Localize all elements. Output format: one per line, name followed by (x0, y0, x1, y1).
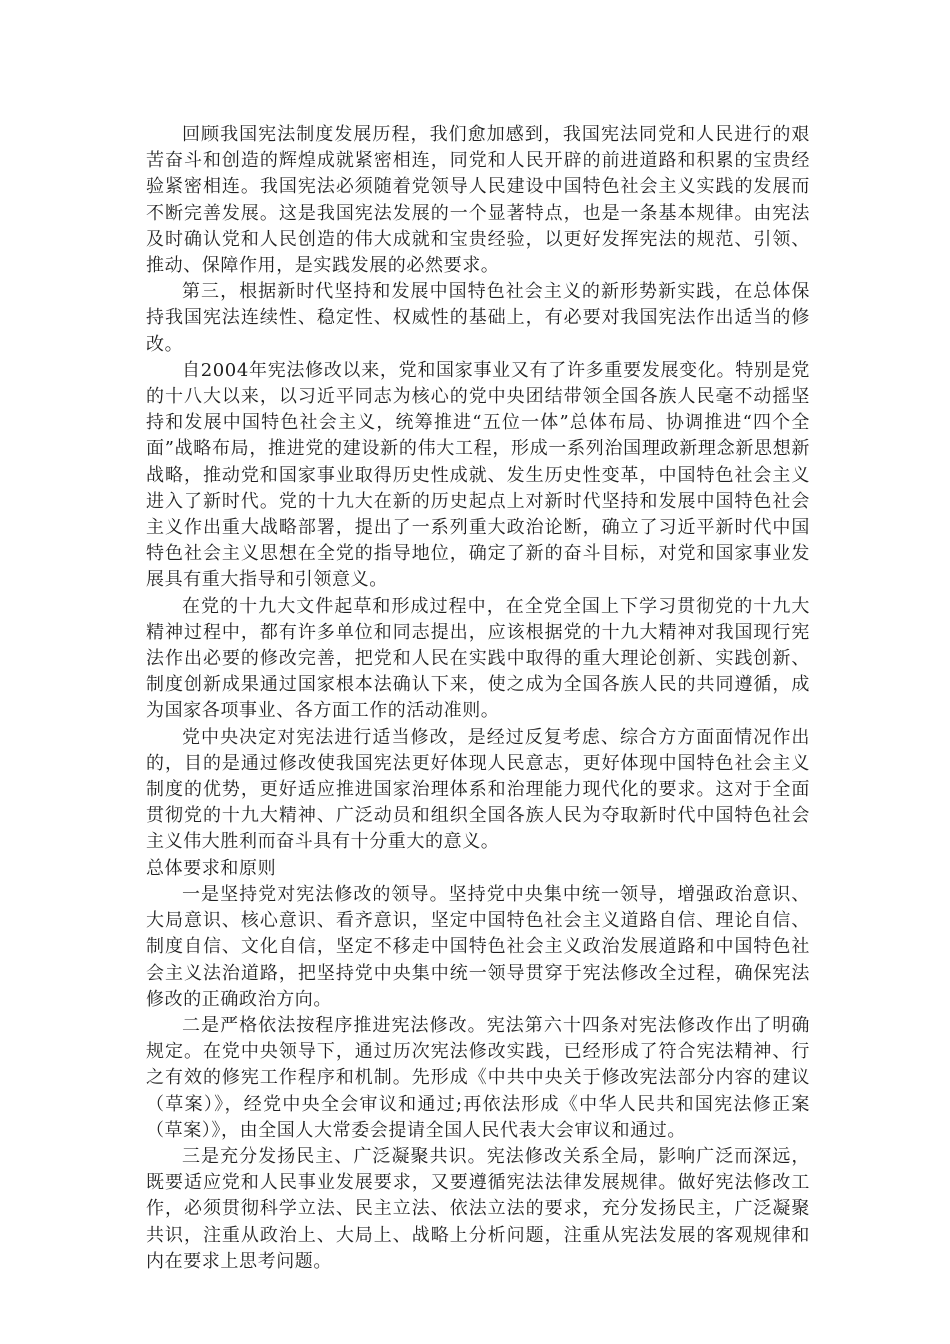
paragraph-drafting-process: 在党的十九大文件起草和形成过程中，在全党全国上下学习贯彻党的十九大精神过程中，都有许多单位和同志提出，应该根据党的十九大精神对我国现行宪法作出必要的修改完善，把党和人民在实践中取得的重大理论创新、实践创新、制度创新成果通过国家根本法确认下来，使之成为全国各族人民的共同遵循，成为国家各项事业、各方面工作的活动准则。 (146, 595, 810, 722)
paragraph-third-point: 第三，根据新时代坚持和发展中国特色社会主义的新形势新实践，在总体保持我国宪法连续性、稳定性、权威性的基础上，有必要对我国宪法作出适当的修改。 (146, 281, 810, 355)
principle-three: 三是充分发扬民主、广泛凝聚共识。宪法修改关系全局，影响广泛而深远，既要适应党和人民事业发展要求，又要遵循宪法法律发展规律。做好宪法修改工作，必须贯彻科学立法、民主立法、依法立法的要求，充分发扬民主，广泛凝聚共识，注重从政治上、大局上、战略上分析问题，注重从宪法发展的客观规律和内在要求上思考问题。 (146, 1145, 810, 1272)
section-heading: 总体要求和原则 (146, 857, 277, 879)
principle-one: 一是坚持党对宪法修改的领导。坚持党中央集中统一领导，增强政治意识、大局意识、核心意识、看齐意识，坚定中国特色社会主义道路自信、理论自信、制度自信、文化自信，坚定不移走中国特色社会主义政治发展道路和中国特色社会主义法治道路，把坚持党中央集中统一领导贯穿于宪法修改全过程，确保宪法修改的正确政治方向。 (146, 883, 810, 1010)
principle-two: 二是严格依法按程序推进宪法修改。宪法第六十四条对宪法修改作出了明确规定。在党中央领导下，通过历次宪法修改实践，已经形成了符合宪法精神、行之有效的修宪工作程序和机制。先形成《中共中央关于修改宪法部分内容的建议（草案）》，经党中央全会审议和通过;再依法形成《中华人民共和国宪法修正案（草案）》，由全国人大常委会提请全国人民代表大会审议和通过。 (146, 1014, 810, 1141)
paragraph-central-decision: 党中央决定对宪法进行适当修改，是经过反复考虑、综合方方面面情况作出的，目的是通过修改使我国宪法更好体现人民意志，更好体现中国特色社会主义制度的优势，更好适应推进国家治理体系和治理能力现代化的要求。这对于全面贯彻党的十九大精神、广泛动员和组织全国各族人民为夺取新时代中国特色社会主义伟大胜利而奋斗具有十分重大的意义。 (146, 726, 810, 853)
paragraph-history: 回顾我国宪法制度发展历程，我们愈加感到，我国宪法同党和人民进行的艰苦奋斗和创造的辉煌成就紧密相连，同党和人民开辟的前进道路和积累的宝贵经验紧密相连。我国宪法必须随着党领导人民建设中国特色社会主义实践的发展而不断完善发展。这是我国宪法发展的一个显著特点，也是一条基本规律。由宪法及时确认党和人民创造的伟大成就和宝贵经验，以更好发挥宪法的规范、引领、推动、保障作用，是实践发展的必然要求。 (146, 124, 810, 277)
paragraph-since-2004: 自2004年宪法修改以来，党和国家事业又有了许多重要发展变化。特别是党的十八大以来，以习近平同志为核心的党中央团结带领全国各族人民毫不动摇坚持和发展中国特色社会主义，统筹推进“五位一体”总体布局、协调推进“四个全面”战略布局，推进党的建设新的伟大工程，形成一系列治国理政新理念新思想新战略，推动党和国家事业取得历史性成就、发生历史性变革，中国特色社会主义进入了新时代。党的十九大在新的历史起点上对新时代坚持和发展中国特色社会主义作出重大战略部署，提出了一系列重大政治论断，确立了习近平新时代中国特色社会主义思想在全党的指导地位，确定了新的奋斗目标，对党和国家事业发展具有重大指导和引领意义。 (146, 359, 810, 591)
document-body (146, 122, 810, 1275)
